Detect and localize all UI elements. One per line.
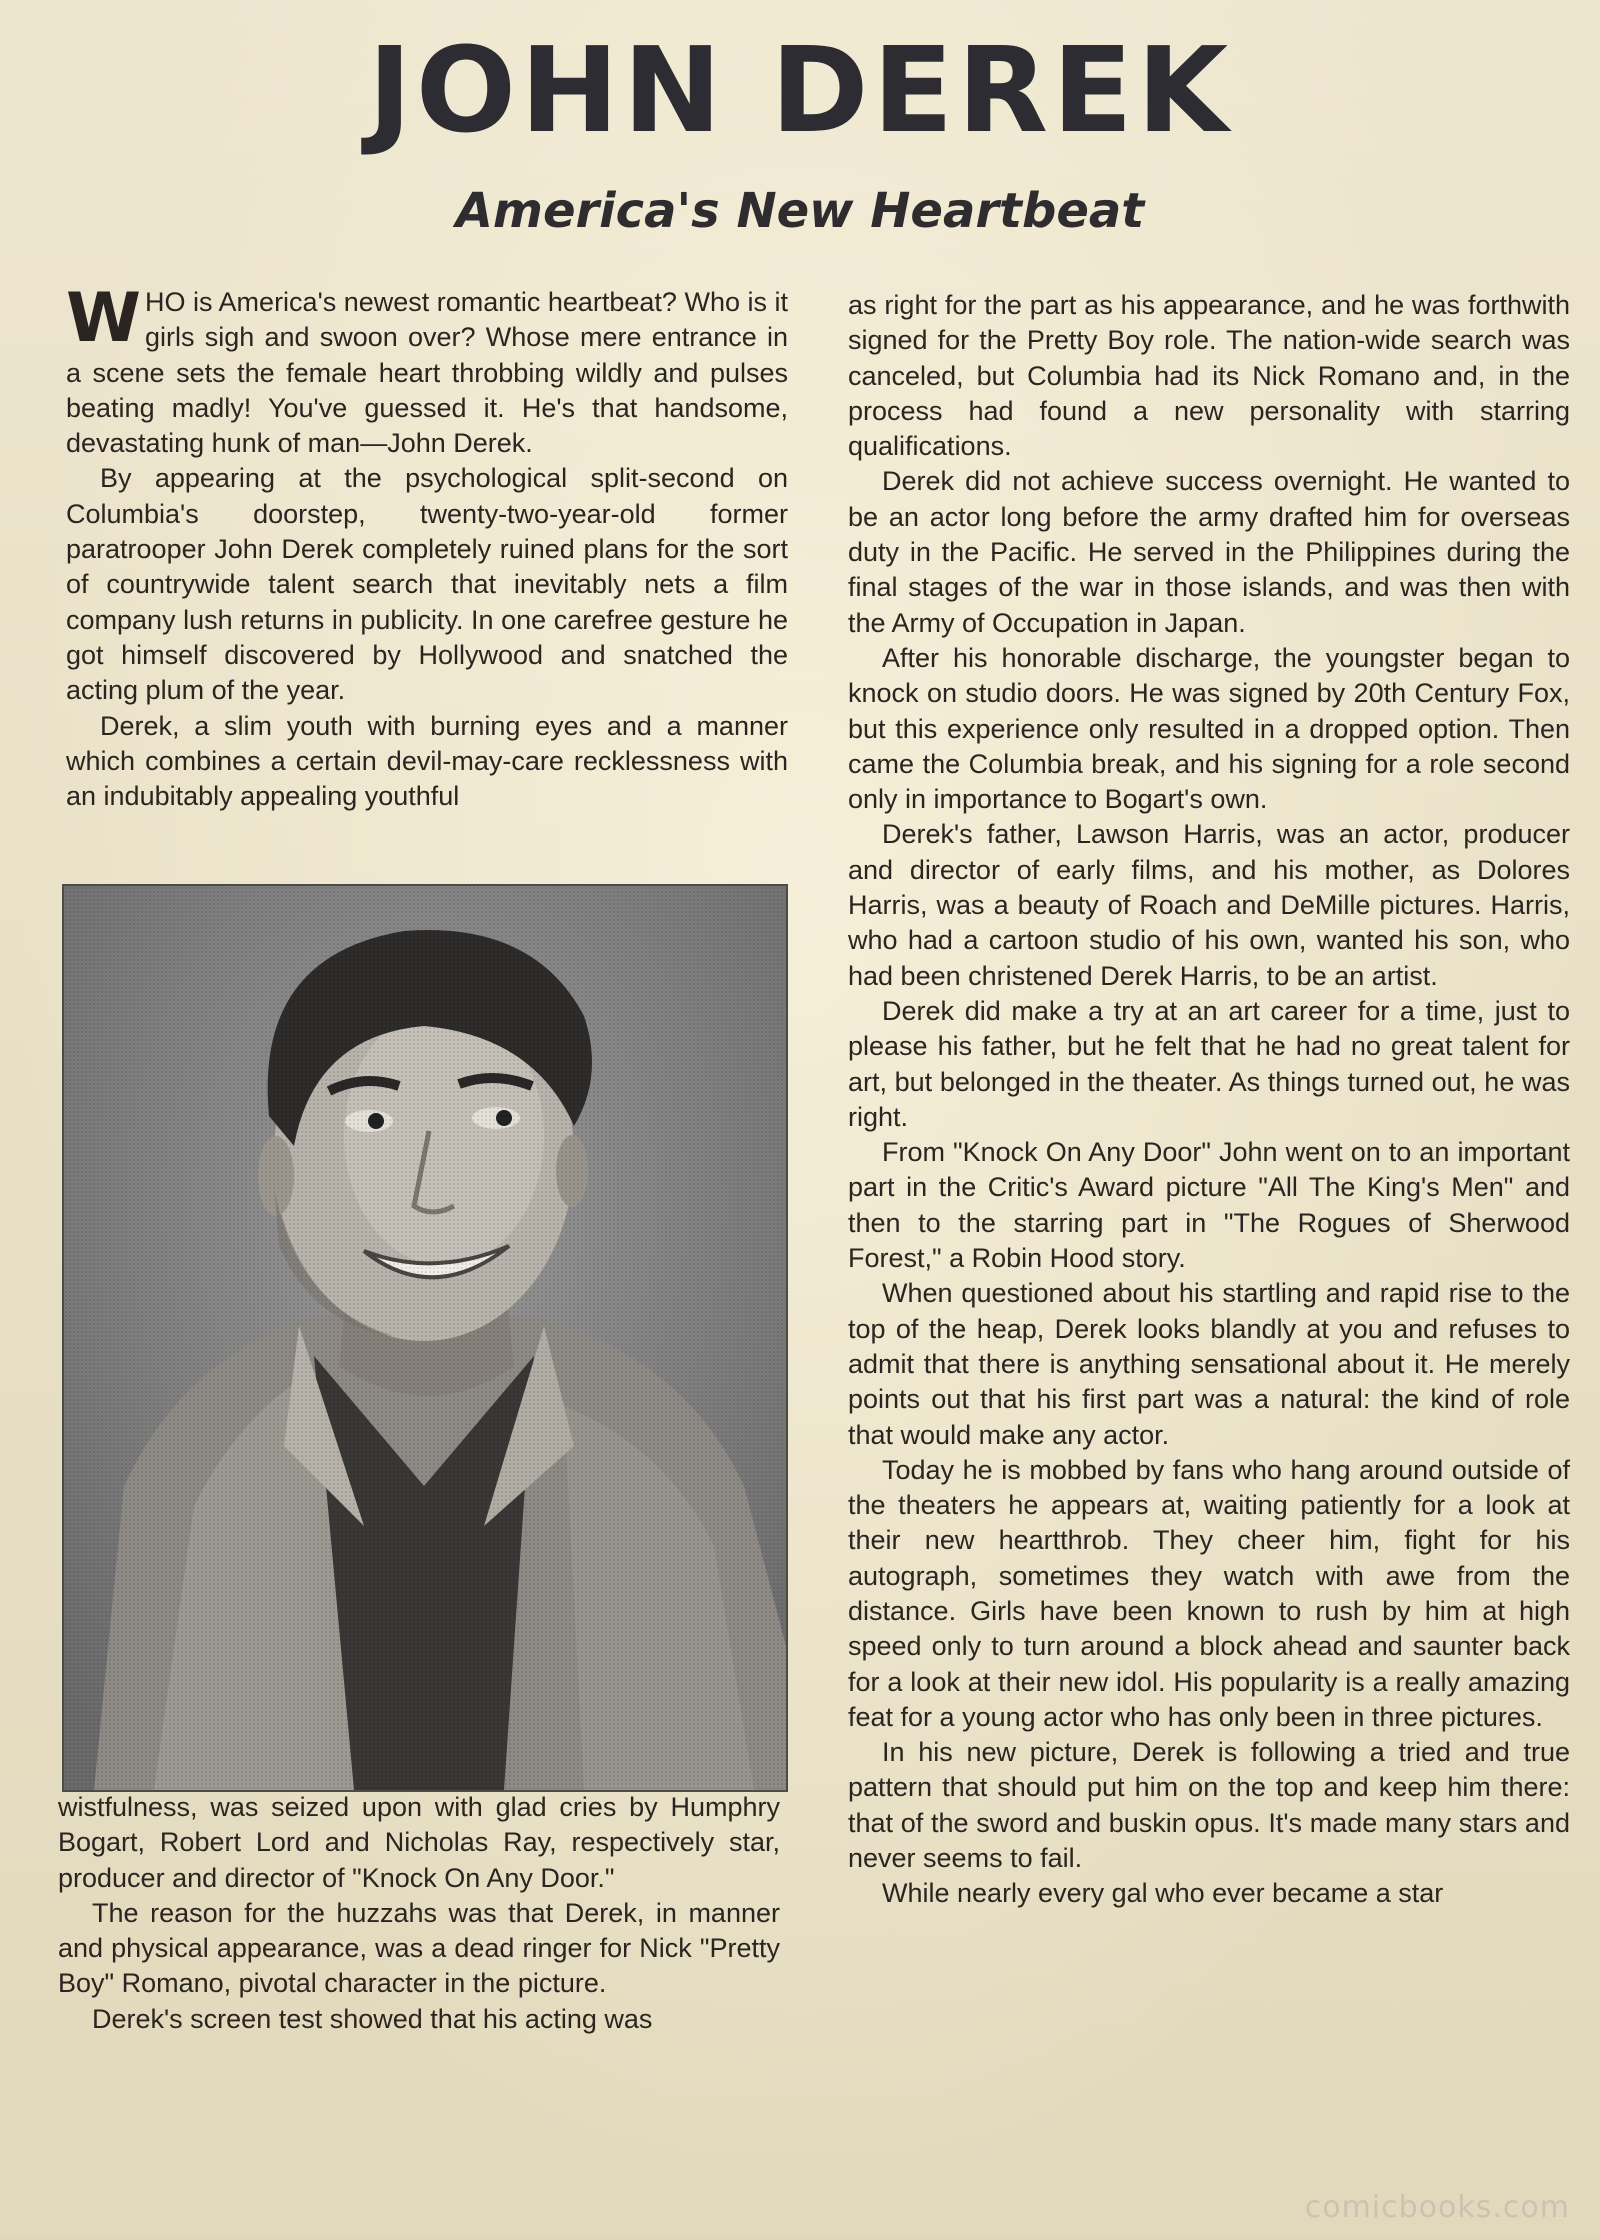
watermark-text: comicbooks.com	[1304, 2190, 1570, 2225]
paragraph: While nearly every gal who ever became a star	[882, 1878, 1444, 1909]
left-column-bottom	[58, 1790, 780, 2037]
paragraph: Derek's father, Lawson Harris, was an actor, producer and director of early films, and his mother, as Dolores Harris, was a beauty of Roach and DeMille pictures. Harris, who had a cartoon studio of his own, wanted his son, who had been christened Derek Harris, to be an artist.	[848, 819, 1570, 991]
paragraph: After his honorable discharge, the youngster began to knock on studio doors. He was signed by 20th Century Fox, but this experience only resulted in a dropped option. Then came the Columbia break, and his signing for a role second only in importance to Bogart's own.	[848, 642, 1570, 815]
paragraph: as right for the part as his appearance, and he was forthwith signed for the Pretty Boy role. The nation-wide search was canceled, but Columbia had its Nick Romano and, in the process had found a new personality with starring qualifications.	[848, 290, 1570, 462]
paragraph: When questioned about his startling and rapid rise to the top of the heap, Derek looks blandly at you and refuses to admit that there is anything sensational about it. He merely points out that his first part was a natural: the kind of role that would make any actor.	[848, 1278, 1570, 1450]
paragraph: wistfulness, was seized upon with glad cries by Humphry Bogart, Robert Lord and Nicholas Ray, respectively star, producer and director of "Knock On Any Door."	[58, 1792, 780, 1893]
article-title: JOHN DEREK	[367, 21, 1233, 159]
paragraph: Derek's screen test showed that his acting was	[92, 2003, 653, 2034]
portrait-photo	[64, 886, 786, 1790]
paragraph: Derek did not achieve success overnight. He wanted to be an actor long before the army drafted him for overseas duty in the Pacific. He served in the Philippines during the final stages of the war in those islands, and was then with the Army of Occupation in Japan.	[848, 466, 1570, 638]
paragraph: The reason for the huzzahs was that Derek, in manner and physical appearance, was a dead ringer for Nick "Pretty Boy" Romano, pivotal character in the picture.	[58, 1897, 780, 1999]
article-subtitle: America's New Heartbeat	[455, 183, 1145, 239]
portrait-image	[64, 886, 786, 1790]
paragraph: From "Knock On Any Door" John went on to an important part in the Critic's Award picture "All The King's Men" and then to the starring part in "The Rogues of Sherwood Forest," a Robin Hood story.	[848, 1137, 1570, 1274]
paragraph: In his new picture, Derek is following a tried and true pattern that should put him on the top and keep him there: that of the sword and buskin opus. It's made many stars and never seems to fail.	[848, 1737, 1570, 1874]
right-column	[848, 288, 1570, 1912]
paragraph: By appearing at the psychological split-second on Columbia's doorstep, twenty-two-year-old former paratrooper John Derek completely ruined plans for the sort of countrywide talent search that inevitably nets a film company lush returns in publicity. In one carefree gesture he got himself discovered by Hollywood and snatched the acting plum of the year.	[66, 463, 788, 706]
drop-cap: W	[66, 279, 142, 358]
paragraph: Derek did make a try at an art career for a time, just to please his father, but he felt that he had no great talent for art, but belonged in the theater. As things turned out, he was right.	[848, 995, 1570, 1132]
paragraph: Today he is mobbed by fans who hang around outside of the theaters he appears at, waiting patiently for a look at their new heartthrob. They cheer him, fight for his autograph, sometimes they watch with awe from the distance. Girls have been known to rush by him at high speed only to turn around a block ahead and saunter back for a look at their new idol. His popularity is a really amazing feat for a young actor who has only been in three pictures.	[848, 1454, 1570, 1732]
paragraph-text: HO is America's newest romantic heartbeat? Who is it girls sigh and swoon over? Whose mere entrance in a scene sets the female heart throbbing wildly and pulses beating madly! You've guessed it. He's that handsome, devastating hunk of man—John Derek.	[66, 287, 788, 459]
paragraph	[66, 279, 788, 461]
paragraph: Derek, a slim youth with burning eyes and a manner which combines a certain devil-may-care recklessness with an indubitably appealing youthful	[66, 710, 788, 812]
left-column-top	[66, 279, 788, 814]
